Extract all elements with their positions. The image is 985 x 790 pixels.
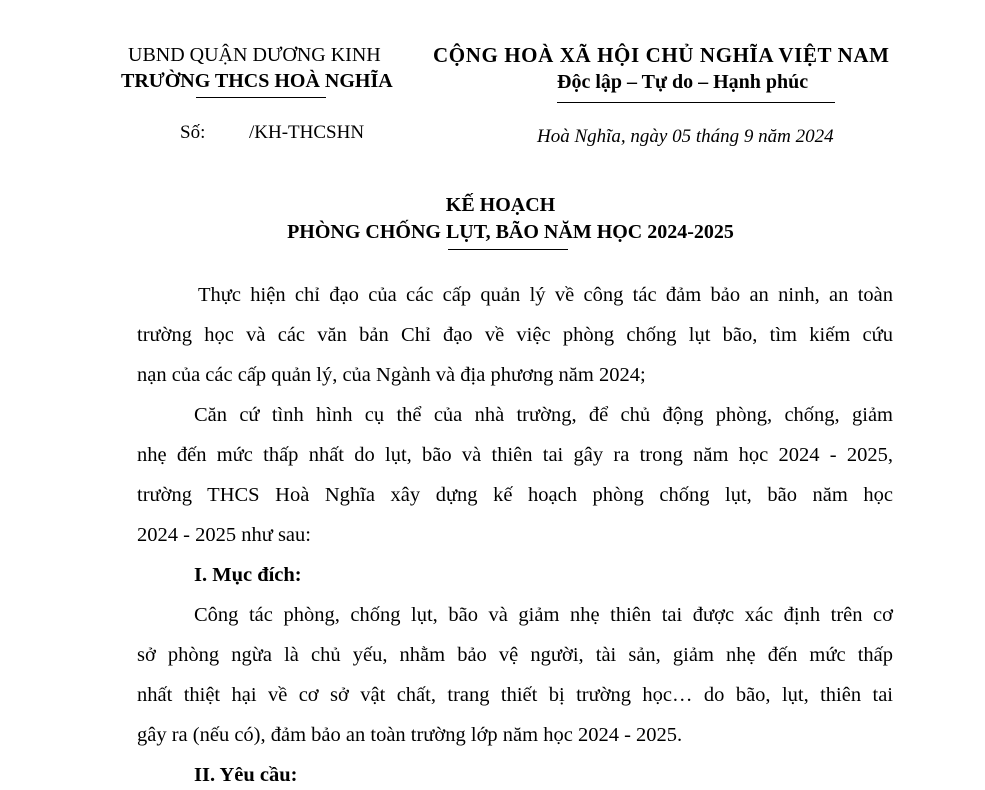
- paragraph-line: Công tác phòng, chống lụt, bão và giảm nhẹ thiên tai được xác định trên cơ: [194, 604, 893, 626]
- document-date: Hoà Nghĩa, ngày 05 tháng 9 năm 2024: [537, 126, 834, 147]
- paragraph-line: nhất thiệt hại về cơ sở vật chất, trang thiết bị trường học… do bão, lụt, thiên tai: [137, 684, 893, 706]
- paragraph-line: trường học và các văn bản Chỉ đạo về việc phòng chống lụt bão, tìm kiếm cứu: [137, 324, 893, 346]
- document-subtitle: PHÒNG CHỐNG LỤT, BÃO NĂM HỌC 2024-2025: [287, 221, 734, 243]
- school-name: TRƯỜNG THCS HOÀ NGHĨA: [121, 70, 393, 92]
- document-title: KẾ HOẠCH: [445, 194, 556, 216]
- section-heading-requirements: II. Yêu cầu:: [194, 764, 298, 786]
- document-number-code: /KH-THCSHN: [249, 122, 365, 143]
- title-underline: [448, 249, 568, 250]
- national-motto: Độc lập – Tự do – Hạnh phúc: [557, 71, 809, 93]
- paragraph-line: nhẹ đến mức thấp nhất do lụt, bão và thiên tai gây ra trong năm học 2024 - 2025,: [137, 444, 893, 466]
- paragraph-line: 2024 - 2025 như sau:: [137, 524, 311, 546]
- document-number-label: Số:: [180, 122, 206, 143]
- school-underline: [196, 97, 326, 98]
- motto-underline: [557, 102, 835, 103]
- national-title: CỘNG HOÀ XÃ HỘI CHỦ NGHĨA VIỆT NAM: [433, 43, 890, 67]
- paragraph-line: Căn cứ tình hình cụ thể của nhà trường, để chủ động phòng, chống, giảm: [194, 404, 893, 426]
- paragraph-line: trường THCS Hoà Nghĩa xây dựng kế hoạch phòng chống lụt, bão năm học: [137, 484, 893, 506]
- issuing-agency: UBND QUẬN DƯƠNG KINH: [128, 44, 381, 66]
- paragraph-line: gây ra (nếu có), đảm bảo an toàn trường lớp năm học 2024 - 2025.: [137, 724, 683, 746]
- section-heading-purpose: I. Mục đích:: [194, 564, 302, 586]
- paragraph-line: sở phòng ngừa là chủ yếu, nhằm bảo vệ người, tài sản, giảm nhẹ đến mức thấp: [137, 644, 893, 666]
- paragraph-line: Thực hiện chỉ đạo của các cấp quản lý về công tác đảm bảo an ninh, an toàn: [198, 284, 893, 306]
- paragraph-line: nạn của các cấp quản lý, của Ngành và địa phương năm 2024;: [137, 364, 646, 386]
